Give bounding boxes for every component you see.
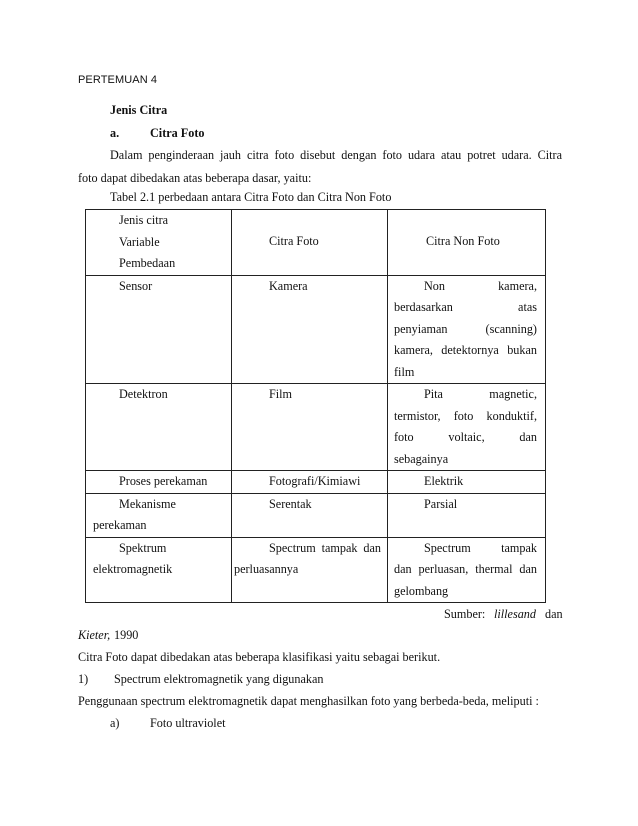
cell-text: Detektron bbox=[119, 387, 168, 401]
table-cell bbox=[86, 537, 232, 603]
cell-text: Elektrik bbox=[424, 474, 464, 488]
cell-text: gelombang bbox=[394, 583, 449, 598]
table-cell bbox=[388, 493, 546, 537]
table-cell bbox=[86, 275, 232, 384]
cell-text: Kamera bbox=[269, 278, 308, 293]
cell-text: foto voltaic, dan bbox=[394, 430, 537, 444]
table-cell bbox=[232, 493, 388, 537]
cell-text: Film bbox=[269, 387, 293, 401]
table-cell bbox=[232, 275, 388, 384]
section-title: Jenis Citra bbox=[110, 103, 168, 117]
header-label: Citra Foto bbox=[269, 234, 319, 248]
cell-text: Spectrum tampak dan bbox=[269, 540, 381, 555]
table-caption: Tabel 2.1 perbedaan antara Citra Foto dan Citra Non Foto bbox=[110, 190, 392, 204]
source-author-2: Kieter, bbox=[78, 628, 111, 642]
cell-text: berdasarkan atas bbox=[394, 300, 537, 314]
header-cell-variable bbox=[86, 210, 232, 276]
header-cell-citra-non-foto bbox=[388, 210, 546, 276]
table-cell bbox=[232, 537, 388, 603]
intro-line-1: Dalam penginderaan jauh citra foto disebut dengan foto udara atau potret udara. Citra bbox=[110, 148, 562, 162]
cell-text: dan perluasan, thermal dan bbox=[394, 562, 537, 576]
source-author-1: lillesand bbox=[494, 607, 536, 621]
cell-text: sebagainya bbox=[394, 451, 449, 466]
table-row bbox=[86, 493, 546, 537]
table-row bbox=[86, 384, 546, 471]
source-year: 1990 bbox=[114, 628, 139, 642]
table-cell bbox=[86, 471, 232, 494]
table-cell bbox=[388, 471, 546, 494]
cell-text: Mekanisme bbox=[119, 496, 176, 511]
table-row bbox=[86, 471, 546, 494]
sub-item-number: a) bbox=[110, 716, 120, 730]
comparison-table bbox=[85, 209, 546, 603]
list-item-text: Spectrum elektromagnetik yang digunakan bbox=[114, 672, 324, 686]
cell-text: elektromagnetik bbox=[93, 562, 173, 576]
table-cell bbox=[388, 537, 546, 603]
cell-text: Proses perekaman bbox=[119, 474, 208, 488]
table-header-row bbox=[86, 210, 546, 276]
intro-line-2: foto dapat dibedakan atas beberapa dasar, yaitu: bbox=[78, 171, 312, 185]
sub-item-text: Foto ultraviolet bbox=[150, 716, 226, 730]
cell-text: film bbox=[394, 364, 415, 379]
cell-text: Pita magnetic, bbox=[424, 387, 537, 401]
list-item-number: 1) bbox=[78, 672, 89, 686]
page-heading: PERTEMUAN 4 bbox=[78, 74, 158, 86]
subsection-number: a. bbox=[110, 126, 120, 140]
paragraph-usage: Penggunaan spectrum elektromagnetik dapat menghasilkan foto yang berbeda-beda, meliputi : bbox=[78, 694, 539, 708]
cell-text: termistor, foto konduktif, bbox=[394, 408, 537, 423]
table-cell bbox=[86, 384, 232, 471]
header-line: Variable bbox=[119, 234, 160, 249]
source-conjunction: dan bbox=[545, 607, 563, 621]
cell-text: Fotografi/Kimiawi bbox=[269, 474, 361, 488]
cell-text: Non kamera, bbox=[424, 278, 537, 293]
cell-text: perluasannya bbox=[234, 562, 299, 576]
header-line: Jenis citra bbox=[119, 213, 169, 227]
cell-text: Spektrum bbox=[119, 540, 167, 555]
cell-text: Serentak bbox=[269, 496, 312, 511]
table-row bbox=[86, 537, 546, 603]
table-row bbox=[86, 275, 546, 384]
header-label: Citra Non Foto bbox=[426, 234, 500, 248]
table-cell bbox=[232, 384, 388, 471]
table-cell bbox=[388, 384, 546, 471]
paragraph-classification: Citra Foto dapat dibedakan atas beberapa klasifikasi yaitu sebagai berikut. bbox=[78, 650, 441, 664]
cell-text: kamera, detektornya bukan bbox=[394, 343, 537, 357]
source-label: Sumber: bbox=[444, 607, 486, 621]
cell-text: penyiaman (scanning) bbox=[394, 321, 537, 336]
cell-text: Parsial bbox=[424, 496, 458, 511]
header-line: Pembedaan bbox=[119, 256, 176, 270]
cell-text: perekaman bbox=[93, 518, 147, 532]
table-cell bbox=[86, 493, 232, 537]
cell-text: Sensor bbox=[119, 278, 153, 293]
header-cell-citra-foto bbox=[232, 210, 388, 276]
table-cell bbox=[232, 471, 388, 494]
subsection-title: Citra Foto bbox=[150, 126, 205, 140]
cell-text: Spectrum tampak bbox=[424, 540, 537, 555]
table-cell bbox=[388, 275, 546, 384]
